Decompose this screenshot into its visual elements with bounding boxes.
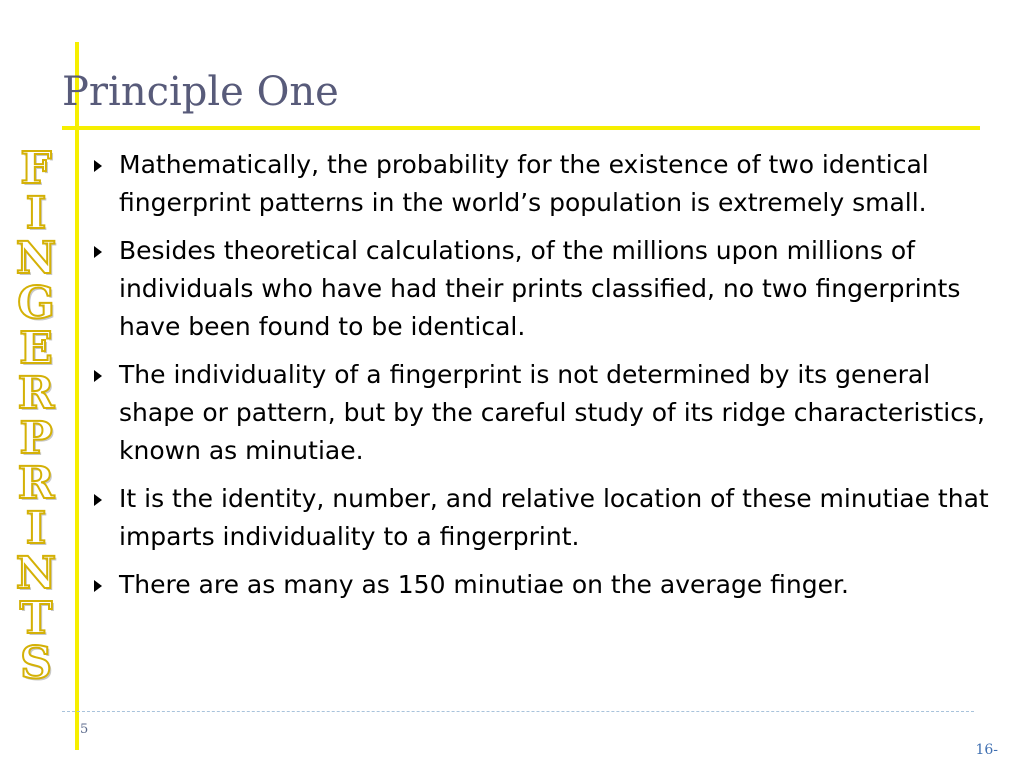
side-letter: S	[20, 638, 52, 689]
footer-divider	[62, 711, 974, 712]
triangle-right-icon	[94, 494, 102, 506]
side-word-fingerprints	[0, 143, 72, 689]
side-letter: R	[17, 368, 55, 419]
bullet-text: Mathematically, the probability for the existence of two identical fingerprint patterns in the world’s population is extremely small.	[119, 150, 929, 217]
bullet-text: Besides theoretical calculations, of the millions upon millions of individuals who have had their prints classified, no two fingerprints have been found to be identical.	[119, 236, 961, 341]
side-letter: G	[17, 278, 55, 329]
bullet-item	[92, 232, 997, 346]
bullet-item	[92, 480, 997, 556]
side-letter: R	[17, 458, 55, 509]
triangle-right-icon	[94, 246, 102, 258]
side-letter: P	[19, 413, 53, 464]
bullet-text: The individuality of a fingerprint is not determined by its general shape or pattern, but by the careful study of its ridge characteristics, known as minutiae.	[119, 360, 985, 465]
horizontal-accent-rule	[62, 126, 980, 130]
vertical-accent-rule	[75, 42, 79, 750]
bullet-item	[92, 356, 997, 470]
side-letter: T	[19, 593, 53, 644]
bullet-item	[92, 566, 997, 604]
bullet-list	[92, 146, 997, 614]
bullet-text: There are as many as 150 minutiae on the average finger.	[119, 570, 849, 599]
side-letter: I	[25, 503, 47, 554]
side-letter: N	[15, 233, 57, 284]
triangle-right-icon	[94, 370, 102, 382]
page-number: 5	[80, 722, 89, 737]
slide-title: Principle One	[62, 69, 339, 115]
side-letter: I	[25, 188, 47, 239]
triangle-right-icon	[94, 580, 102, 592]
corner-label: 16-	[975, 742, 998, 758]
triangle-right-icon	[94, 160, 102, 172]
side-letter: N	[15, 548, 57, 599]
side-letter: E	[19, 323, 53, 374]
bullet-item	[92, 146, 997, 222]
bullet-text: It is the identity, number, and relative location of these minutiae that imparts individuality to a fingerprint.	[119, 484, 989, 551]
side-letter: F	[20, 143, 52, 194]
